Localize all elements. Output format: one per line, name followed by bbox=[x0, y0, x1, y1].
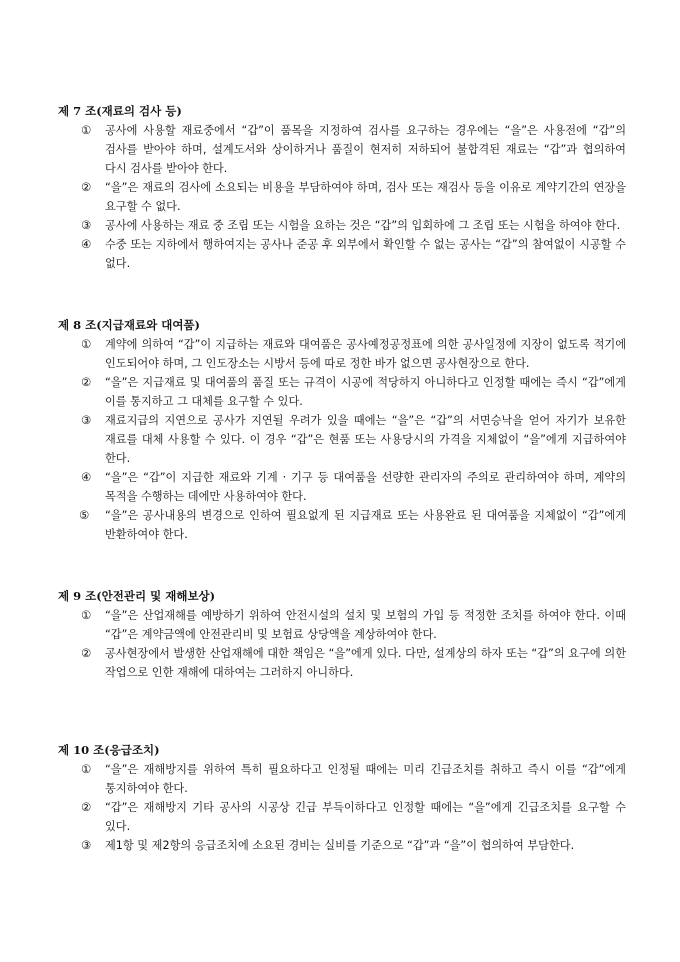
clause-number: ③ bbox=[81, 413, 92, 427]
clause-item bbox=[58, 373, 628, 411]
clause-item bbox=[58, 235, 628, 273]
clause-item bbox=[58, 121, 628, 178]
clause-number: ③ bbox=[81, 218, 92, 232]
clause-number: ② bbox=[81, 646, 92, 660]
article-10 bbox=[58, 741, 628, 855]
article-title: 제 10 조(응급조치) bbox=[58, 743, 160, 757]
clause-text: “을”은 재해방지를 위하여 특히 필요하다고 인정될 때에는 미리 긴급조치를 취하고 즉시 이를 “갑”에게 통지하여야 한다. bbox=[105, 763, 626, 795]
article-8 bbox=[58, 316, 628, 544]
clause-number: ① bbox=[81, 337, 92, 351]
clause-number: ② bbox=[81, 800, 92, 814]
clause-number: ④ bbox=[81, 237, 92, 251]
clause-item bbox=[58, 798, 628, 836]
clause-item bbox=[58, 644, 628, 682]
clause-text: “을”은 지급재료 및 대여품의 품질 또는 규격이 시공에 적당하지 아니하다고 인정할 때에는 즉시 “갑”에게 이를 통지하고 그 대체를 요구할 수 있다. bbox=[105, 376, 626, 408]
clause-item bbox=[58, 760, 628, 798]
clause-number: ⑤ bbox=[79, 508, 90, 522]
clause-text: 공사에 사용하는 재료 중 조립 또는 시험을 요하는 것은 “갑”의 입회하에 그 조립 또는 시험을 하여야 한다. bbox=[105, 219, 621, 232]
article-9 bbox=[58, 587, 628, 682]
clause-text: 계약에 의하여 “갑”이 지급하는 재료와 대여품은 공사예정공정표에 의한 공사일정에 지장이 없도록 적기에 인도되어야 하며, 그 인도장소는 시방서 등에 따로 정한 바가 없으면 공사현장으로 한다. bbox=[105, 338, 626, 370]
clause-item bbox=[58, 411, 628, 468]
clause-text: “을”은 산업재해를 예방하기 위하여 안전시설의 설치 및 보험의 가입 등 적정한 조치를 하여야 한다. 이때 “갑”은 계약금액에 안전관리비 및 보험료 상당액을 계상하여야 한다. bbox=[105, 609, 626, 641]
clause-text: 재료지급의 지연으로 공사가 지연될 우려가 있을 때에는 “을”은 “갑”의 서면승낙을 얻어 자기가 보유한 재료를 대체 사용할 수 있다. 이 경우 “갑”은 현품 또는 사용당시의 가격을 지체없이 “을”에게 지급하여야 한다. bbox=[105, 414, 626, 465]
clause-number: ② bbox=[81, 180, 92, 194]
clause-text: “을”은 “갑”이 지급한 재료와 기계 · 기구 등 대여품을 선량한 관리자의 주의로 관리하여야 하며, 계약의 목적을 수행하는 데에만 사용하여야 한다. bbox=[105, 471, 626, 503]
clause-item bbox=[58, 468, 628, 506]
clause-text: “을”은 재료의 검사에 소요되는 비용을 부담하여야 하며, 검사 또는 재검사 등을 이유로 계약기간의 연장을 요구할 수 없다. bbox=[105, 181, 626, 213]
clause-text: 공사에 사용할 재료중에서 “갑”이 품목을 지정하여 검사를 요구하는 경우에는 “을”은 사용전에 “갑”의 검사를 받아야 하며, 설계도서와 상이하거나 품질이 현저히 저하되어 불합격된 재료는 “갑”과 협의하여 다시 검사를 받아야 한다. bbox=[105, 124, 626, 175]
article-title: 제 8 조(지급재료와 대여품) bbox=[58, 318, 200, 332]
article-title: 제 7 조(재료의 검사 등) bbox=[58, 104, 182, 118]
clause-number: ① bbox=[81, 608, 92, 622]
clause-item bbox=[58, 178, 628, 216]
clause-number: ① bbox=[81, 762, 92, 776]
clause-number: ① bbox=[81, 123, 92, 137]
clause-text: 공사현장에서 발생한 산업재해에 대한 책임은 “을”에게 있다. 다만, 설계상의 하자 또는 “갑”의 요구에 의한 작업으로 인한 재해에 대하여는 그러하지 아니하다. bbox=[105, 647, 626, 679]
article-title: 제 9 조(안전관리 및 재해보상) bbox=[58, 589, 216, 603]
clause-number: ② bbox=[81, 375, 92, 389]
clause-text: 수중 또는 지하에서 행하여지는 공사나 준공 후 외부에서 확인할 수 없는 공사는 “갑”의 참여없이 시공할 수 없다. bbox=[105, 238, 626, 270]
clause-item bbox=[58, 836, 628, 855]
article-7 bbox=[58, 102, 628, 273]
clause-text: “을”은 공사내용의 변경으로 인하여 필요없게 된 지급재료 또는 사용완료 된 대여품을 지체없이 “갑”에게 반환하여야 한다. bbox=[105, 509, 626, 541]
clause-item bbox=[58, 216, 628, 235]
clause-text: “갑”은 재해방지 기타 공사의 시공상 긴급 부득이하다고 인정할 때에는 “을”에게 긴급조치를 요구할 수 있다. bbox=[105, 801, 626, 833]
clause-text: 제1항 및 제2항의 응급조치에 소요된 경비는 실비를 기준으로 “갑”과 “을”이 협의하여 부담한다. bbox=[105, 839, 575, 852]
clause-item bbox=[58, 506, 628, 544]
clause-item bbox=[58, 606, 628, 644]
clause-item bbox=[58, 335, 628, 373]
clause-number: ④ bbox=[81, 470, 92, 484]
clause-number: ③ bbox=[81, 838, 92, 852]
